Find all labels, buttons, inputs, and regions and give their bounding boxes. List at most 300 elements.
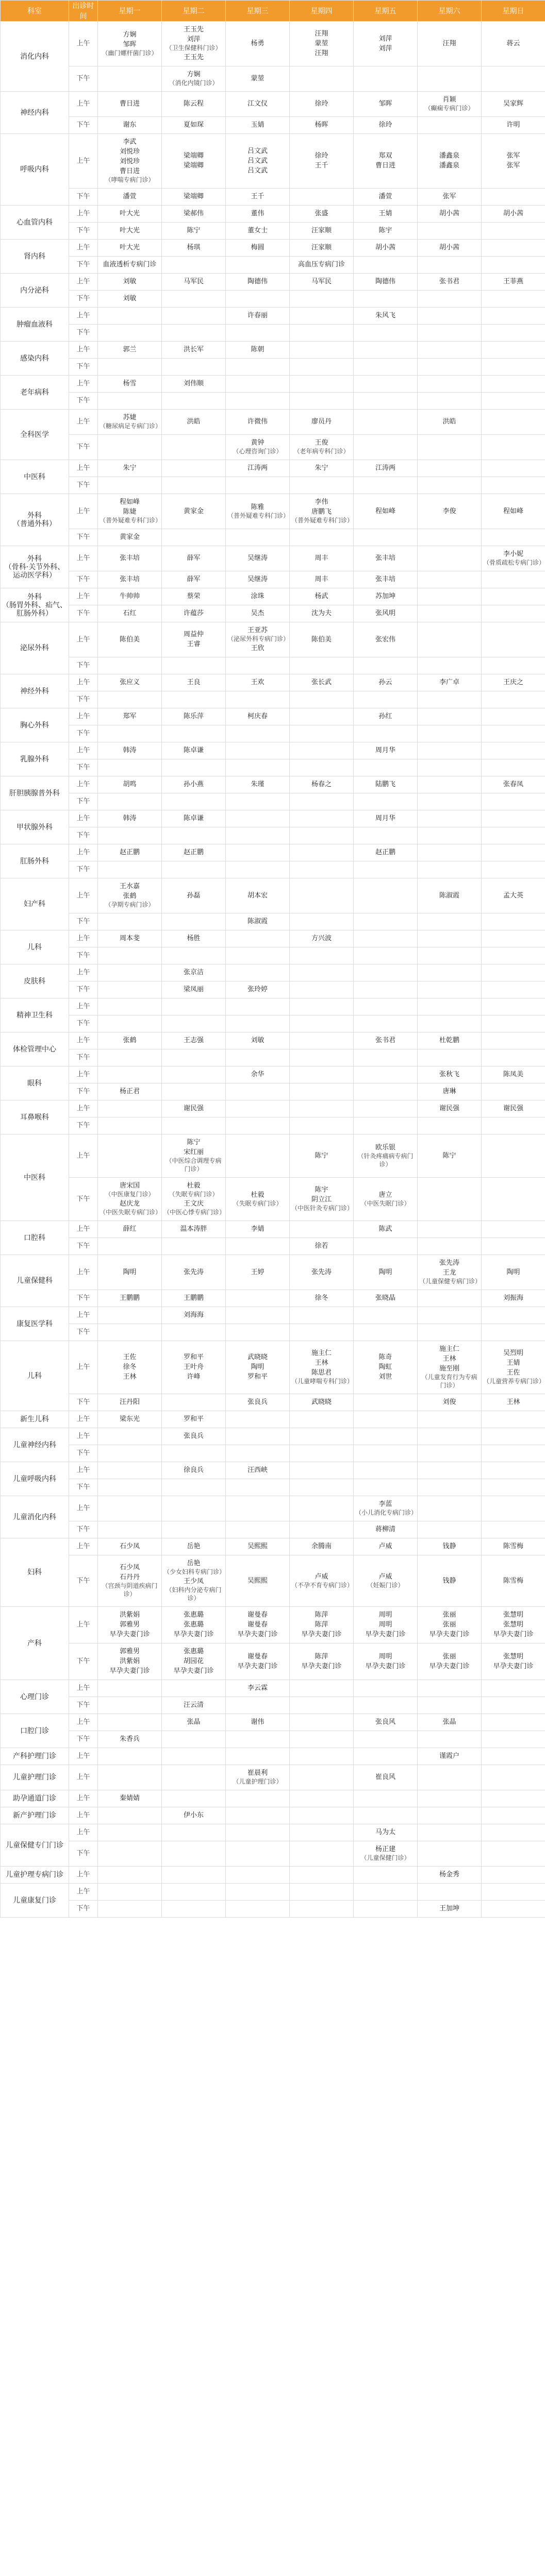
schedule-cell-monday — [98, 964, 162, 981]
clinic-specialty: （普外疑难专科门诊） — [227, 512, 290, 519]
doctor-name: 王少凤 — [183, 1578, 204, 1585]
doctor-name: 周明 — [378, 1652, 392, 1660]
schedule-row — [1, 393, 545, 410]
schedule-row — [1, 410, 545, 435]
schedule-row — [1, 325, 545, 342]
session-time: 下午 — [69, 393, 98, 410]
schedule-cell-monday — [98, 342, 162, 359]
schedule-cell-sunday — [482, 776, 545, 793]
doctor-entry — [291, 1196, 352, 1212]
schedule-cell-sunday — [482, 1255, 545, 1290]
schedule-cell-monday — [98, 691, 162, 708]
doctor-name: 洪长军 — [183, 346, 204, 353]
schedule-cell-tuesday — [162, 793, 226, 810]
schedule-cell-wednesday — [226, 1697, 290, 1714]
schedule-row — [1, 1462, 545, 1479]
schedule-cell-tuesday — [162, 1238, 226, 1255]
doctor-name: 蒋云 — [506, 40, 520, 47]
schedule-row — [1, 240, 545, 257]
doctor-entry — [419, 96, 480, 112]
doctor-entry — [100, 1543, 160, 1551]
schedule-cell-friday — [354, 1867, 418, 1884]
doctor-name: 刘世 — [378, 1373, 392, 1381]
department-name-line: 体检管理中心 — [13, 1045, 56, 1054]
department-name — [1, 1411, 69, 1428]
schedule-cell-wednesday — [226, 1884, 290, 1901]
schedule-cell-thursday — [290, 1714, 354, 1731]
doctor-name: 刘萍 — [378, 35, 392, 43]
schedule-cell-monday — [98, 223, 162, 240]
doctor-name: 杨琪 — [187, 244, 201, 251]
header-tuesday: 星期二 — [162, 1, 226, 22]
schedule-cell-tuesday — [162, 571, 226, 588]
schedule-cell-friday — [354, 1083, 418, 1100]
schedule-cell-saturday — [418, 1462, 482, 1479]
schedule-cell-sunday — [482, 1083, 545, 1100]
schedule-cell-friday — [354, 1496, 418, 1521]
schedule-cell-saturday — [418, 1428, 482, 1445]
schedule-cell-sunday — [482, 1032, 545, 1049]
schedule-cell-thursday — [290, 725, 354, 742]
schedule-cell-tuesday — [162, 1428, 226, 1445]
doctor-entry — [163, 1621, 224, 1629]
doctor-entry — [483, 152, 543, 160]
schedule-cell-saturday — [418, 1521, 482, 1538]
schedule-cell-monday — [98, 477, 162, 494]
doctor-entry — [355, 1037, 416, 1045]
doctor-name: 张京洁 — [183, 969, 204, 976]
doctor-name: 王婷 — [251, 1268, 265, 1276]
doctor-name: 周本斐 — [119, 935, 140, 942]
schedule-cell-friday — [354, 460, 418, 477]
doctor-name: 赵正鹏 — [375, 849, 395, 856]
schedule-cell-tuesday — [162, 878, 226, 913]
session-time: 下午 — [69, 189, 98, 206]
doctor-entry — [227, 100, 288, 108]
schedule-cell-sunday — [482, 359, 545, 376]
doctor-name: 张良兵 — [183, 1432, 204, 1440]
schedule-cell-tuesday — [162, 240, 226, 257]
schedule-row — [1, 622, 545, 657]
schedule-cell-sunday — [482, 1765, 545, 1790]
doctor-name: 伊小东 — [183, 1811, 204, 1819]
schedule-cell-sunday — [482, 1697, 545, 1714]
doctor-name: 沈为夫 — [311, 609, 332, 617]
schedule-cell-wednesday — [226, 1238, 290, 1255]
schedule-cell-saturday — [418, 1680, 482, 1697]
doctor-entry — [355, 227, 416, 235]
session-time: 上午 — [69, 546, 98, 571]
doctor-name: 陈雪梅 — [503, 1577, 523, 1585]
schedule-cell-wednesday — [226, 359, 290, 376]
doctor-name: 施至刚 — [439, 1365, 459, 1372]
doctor-entry — [227, 75, 288, 83]
doctor-name: 阴立江 — [311, 1196, 332, 1204]
schedule-cell-thursday — [290, 1324, 354, 1341]
doctor-entry — [100, 464, 160, 472]
session-time: 下午 — [69, 477, 98, 494]
department-name-line: 泌尿外科 — [20, 644, 49, 652]
schedule-cell-thursday — [290, 1428, 354, 1445]
doctor-entry — [227, 1684, 288, 1692]
schedule-cell-thursday — [290, 1307, 354, 1324]
doctor-name: 崔良风 — [375, 1773, 395, 1781]
department-name — [1, 1884, 69, 1918]
department-name — [1, 1790, 69, 1807]
doctor-entry — [227, 210, 288, 218]
department-name — [1, 708, 69, 742]
department-name — [1, 1748, 69, 1765]
department-name-line: 神经外科 — [20, 687, 49, 696]
doctor-name: 陈乐萍 — [183, 713, 204, 720]
schedule-cell-saturday — [418, 1117, 482, 1134]
schedule-cell-thursday — [290, 206, 354, 223]
doctor-entry — [100, 261, 160, 269]
clinic-specialty: （少女妇科专病门诊） — [163, 1568, 226, 1575]
schedule-row — [1, 588, 545, 605]
schedule-cell-tuesday — [162, 1445, 226, 1462]
doctor-name: 杨勇 — [251, 40, 265, 47]
doctor-entry — [355, 1573, 416, 1589]
schedule-cell-wednesday — [226, 189, 290, 206]
schedule-cell-sunday — [482, 1479, 545, 1496]
doctor-name: 徐若 — [315, 1242, 328, 1250]
doctor-entry — [483, 1071, 543, 1079]
schedule-cell-friday — [354, 1066, 418, 1083]
schedule-cell-saturday — [418, 529, 482, 546]
schedule-cell-sunday — [482, 1049, 545, 1066]
department-name-line: 儿童护理专病门诊 — [6, 1871, 63, 1879]
doctor-entry — [163, 1139, 224, 1147]
department-name — [1, 810, 69, 844]
schedule-cell-wednesday — [226, 588, 290, 605]
schedule-row — [1, 1824, 545, 1841]
schedule-cell-saturday — [418, 998, 482, 1015]
schedule-cell-monday — [98, 1824, 162, 1841]
doctor-name: 卢威 — [315, 1572, 328, 1581]
schedule-cell-friday — [354, 1521, 418, 1538]
schedule-cell-friday — [354, 546, 418, 571]
schedule-cell-tuesday — [162, 588, 226, 605]
department-name-line: 儿科 — [27, 1371, 42, 1380]
schedule-cell-sunday — [482, 930, 545, 947]
session-time: 下午 — [69, 1049, 98, 1066]
doctor-entry — [100, 1294, 160, 1302]
schedule-cell-saturday — [418, 759, 482, 776]
doctor-entry — [291, 121, 352, 129]
doctor-name: 徐玲 — [315, 152, 328, 160]
schedule-cell-tuesday — [162, 1607, 226, 1643]
doctor-name: 谢民强 — [439, 1105, 459, 1112]
doctor-entry — [163, 1148, 224, 1173]
schedule-cell-saturday — [418, 742, 482, 759]
clinic-specialty: （卫生保健科门诊） — [166, 44, 222, 52]
schedule-cell-wednesday — [226, 1790, 290, 1807]
doctor-entry — [483, 100, 543, 108]
schedule-cell-wednesday — [226, 1324, 290, 1341]
doctor-entry — [419, 679, 480, 687]
schedule-cell-tuesday — [162, 117, 226, 134]
doctor-name: 施主仁 — [439, 1345, 459, 1353]
department-name-line: 中医科 — [24, 472, 45, 481]
doctor-name: 陈婕 — [123, 508, 137, 516]
schedule-cell-tuesday — [162, 1479, 226, 1496]
schedule-cell-monday — [98, 1100, 162, 1117]
doctor-name: 赵庆龙 — [119, 1200, 140, 1208]
doctor-name: 王林 — [315, 1359, 328, 1367]
doctor-name: 王鹏鹏 — [183, 1294, 204, 1302]
session-time: 下午 — [69, 1117, 98, 1134]
schedule-cell-sunday — [482, 810, 545, 827]
doctor-name: 吴继涛 — [247, 554, 268, 562]
doctor-entry — [227, 1268, 288, 1277]
doctor-name: 张风明 — [375, 609, 395, 617]
doctor-entry — [227, 503, 288, 520]
department-name-line: 产科 — [27, 1639, 42, 1648]
clinic-specialty: （失眠专病门诊） — [169, 1191, 219, 1198]
doctor-entry — [100, 41, 160, 57]
schedule-cell-thursday — [290, 913, 354, 930]
doctor-name: 吕文武 — [247, 157, 268, 165]
schedule-cell-wednesday — [226, 1221, 290, 1238]
schedule-cell-monday — [98, 725, 162, 742]
schedule-cell-friday — [354, 529, 418, 546]
schedule-cell-saturday — [418, 1884, 482, 1901]
schedule-cell-thursday — [290, 1521, 354, 1538]
schedule-cell-sunday — [482, 1643, 545, 1680]
doctor-entry — [419, 1269, 480, 1285]
schedule-cell-tuesday — [162, 393, 226, 410]
doctor-name: 陶德伟 — [375, 278, 395, 285]
doctor-entry — [291, 935, 352, 943]
schedule-cell-monday — [98, 1748, 162, 1765]
schedule-cell-monday — [98, 393, 162, 410]
schedule-cell-tuesday — [162, 1049, 226, 1066]
doctor-entry — [227, 645, 288, 653]
doctor-name: 吴继涛 — [247, 575, 268, 583]
session-time: 上午 — [69, 1066, 98, 1083]
schedule-cell-saturday — [418, 1479, 482, 1496]
schedule-cell-sunday — [482, 1680, 545, 1697]
doctor-entry — [483, 507, 543, 516]
session-time: 上午 — [69, 376, 98, 393]
doctor-name: 周丰 — [315, 575, 328, 583]
doctor-entry — [100, 227, 160, 235]
doctor-name: 王睿 — [187, 640, 201, 648]
schedule-cell-tuesday — [162, 1324, 226, 1341]
session-time: 上午 — [69, 206, 98, 223]
doctor-name: 玉婧 — [251, 121, 265, 129]
schedule-cell-thursday — [290, 1807, 354, 1824]
clinic-specialty: （小儿消化专病门诊） — [355, 1509, 418, 1516]
schedule-cell-saturday — [418, 460, 482, 477]
session-time: 下午 — [69, 691, 98, 708]
session-time: 上午 — [69, 1790, 98, 1807]
schedule-row — [1, 291, 545, 308]
schedule-cell-wednesday — [226, 1015, 290, 1032]
doctor-entry — [100, 508, 160, 524]
doctor-entry — [355, 1144, 416, 1168]
schedule-cell-monday — [98, 759, 162, 776]
schedule-cell-monday — [98, 117, 162, 134]
doctor-name: 王加坤 — [439, 1905, 459, 1912]
session-time: 下午 — [69, 1083, 98, 1100]
doctor-name: 程如峰 — [375, 507, 395, 515]
doctor-name: 杜毅 — [251, 1191, 265, 1199]
session-time: 上午 — [69, 1341, 98, 1394]
schedule-row — [1, 810, 545, 827]
schedule-row — [1, 776, 545, 793]
schedule-cell-wednesday — [226, 725, 290, 742]
doctor-entry — [291, 464, 352, 472]
doctor-entry — [291, 418, 352, 426]
schedule-cell-tuesday — [162, 308, 226, 325]
schedule-cell-saturday — [418, 189, 482, 206]
doctor-entry — [291, 244, 352, 252]
schedule-cell-tuesday — [162, 1521, 226, 1538]
doctor-name: 胡小茜 — [503, 210, 523, 217]
doctor-entry — [100, 1657, 160, 1666]
schedule-cell-saturday — [418, 1411, 482, 1428]
doctor-name: 王鹏鹏 — [119, 1294, 140, 1302]
session-time: 下午 — [69, 325, 98, 342]
doctor-entry — [100, 295, 160, 303]
doctor-name: 叶大光 — [119, 227, 140, 234]
doctor-entry — [355, 193, 416, 201]
schedule-cell-sunday — [482, 1411, 545, 1428]
doctor-entry — [355, 312, 416, 320]
schedule-row — [1, 1117, 545, 1134]
schedule-cell-saturday — [418, 878, 482, 913]
session-time: 下午 — [69, 827, 98, 844]
schedule-cell-thursday — [290, 308, 354, 325]
doctor-name: 武晓晓 — [311, 1398, 332, 1406]
doctor-name: 陈宁 — [442, 1151, 456, 1160]
schedule-cell-monday — [98, 1411, 162, 1428]
schedule-cell-tuesday — [162, 1496, 226, 1521]
doctor-entry — [483, 679, 543, 687]
doctor-entry — [163, 1373, 224, 1381]
doctor-name: 孙云 — [378, 679, 392, 686]
schedule-cell-wednesday — [226, 1134, 290, 1178]
schedule-cell-sunday — [482, 1884, 545, 1901]
schedule-row — [1, 1807, 545, 1824]
schedule-cell-sunday — [482, 708, 545, 725]
schedule-cell-thursday — [290, 529, 354, 546]
schedule-cell-sunday — [482, 657, 545, 674]
session-time: 下午 — [69, 947, 98, 964]
doctor-entry — [483, 1621, 543, 1629]
doctor-name: 王欢 — [251, 679, 265, 686]
doctor-name: 李云霖 — [247, 1684, 268, 1692]
session-time: 下午 — [69, 1901, 98, 1918]
department-name — [1, 206, 69, 240]
session-time: 上午 — [69, 1824, 98, 1841]
session-time: 上午 — [69, 810, 98, 827]
doctor-entry — [100, 1667, 160, 1675]
schedule-cell-tuesday — [162, 1643, 226, 1680]
schedule-cell-monday — [98, 588, 162, 605]
department-name — [1, 1428, 69, 1462]
schedule-cell-tuesday — [162, 657, 226, 674]
clinic-specialty: （老年病专科门诊） — [293, 448, 350, 455]
schedule-cell-friday — [354, 1901, 418, 1918]
doctor-entry — [100, 1398, 160, 1406]
schedule-cell-monday — [98, 376, 162, 393]
schedule-cell-thursday — [290, 134, 354, 189]
doctor-name: 张良风 — [375, 1718, 395, 1726]
schedule-cell-thursday — [290, 1100, 354, 1117]
doctor-name: 陈卓谦 — [183, 747, 204, 754]
schedule-cell-wednesday — [226, 1680, 290, 1697]
schedule-cell-thursday — [290, 1238, 354, 1255]
schedule-cell-friday — [354, 1607, 418, 1643]
doctor-entry — [163, 815, 224, 823]
session-time: 上午 — [69, 1428, 98, 1445]
schedule-cell-wednesday — [226, 691, 290, 708]
doctor-entry — [163, 227, 224, 235]
schedule-cell-saturday — [418, 691, 482, 708]
schedule-cell-tuesday — [162, 257, 226, 274]
doctor-entry — [419, 1105, 480, 1113]
doctor-entry — [291, 30, 352, 38]
clinic-specialty: （泌尿外科专病门诊） — [227, 635, 290, 642]
schedule-cell-wednesday — [226, 1428, 290, 1445]
doctor-entry — [291, 1653, 352, 1661]
schedule-row — [1, 117, 545, 134]
doctor-name: 谢曼春 — [247, 1652, 268, 1660]
schedule-row — [1, 1748, 545, 1765]
doctor-name: 张军 — [442, 193, 456, 200]
schedule-cell-saturday — [418, 588, 482, 605]
schedule-row — [1, 1324, 545, 1341]
schedule-cell-thursday — [290, 1117, 354, 1134]
schedule-cell-tuesday — [162, 964, 226, 981]
schedule-cell-sunday — [482, 742, 545, 759]
doctor-name: 杨金秀 — [439, 1871, 459, 1878]
department-name-line: 全科医学 — [20, 430, 49, 439]
doctor-entry — [163, 592, 224, 601]
schedule-cell-tuesday — [162, 223, 226, 240]
doctor-entry — [355, 210, 416, 218]
department-name-line: 心理门诊 — [20, 1692, 49, 1701]
doctor-entry — [100, 346, 160, 354]
doctor-entry — [483, 1349, 543, 1358]
doctor-name: 张宏伟 — [375, 635, 395, 643]
doctor-entry — [291, 1663, 352, 1671]
doctor-name: 早孕夫妻门诊 — [365, 1662, 406, 1670]
session-time: 下午 — [69, 1841, 98, 1867]
doctor-name: 王林 — [123, 1373, 137, 1381]
schedule-cell-monday — [98, 1714, 162, 1731]
schedule-cell-sunday — [482, 393, 545, 410]
schedule-cell-saturday — [418, 92, 482, 117]
schedule-row — [1, 206, 545, 223]
schedule-cell-sunday — [482, 240, 545, 257]
schedule-cell-monday — [98, 810, 162, 827]
schedule-cell-tuesday — [162, 1100, 226, 1117]
doctor-name: 吴家辉 — [503, 100, 523, 108]
schedule-row — [1, 376, 545, 393]
doctor-entry — [163, 1648, 224, 1656]
schedule-cell-monday — [98, 1134, 162, 1178]
doctor-entry — [227, 713, 288, 721]
doctor-name: 张丰培 — [375, 575, 395, 583]
schedule-cell-friday — [354, 240, 418, 257]
doctor-name: 蒙堃 — [315, 40, 328, 47]
department-name-line: 儿童呼吸内科 — [13, 1475, 56, 1483]
schedule-cell-saturday — [418, 1178, 482, 1221]
